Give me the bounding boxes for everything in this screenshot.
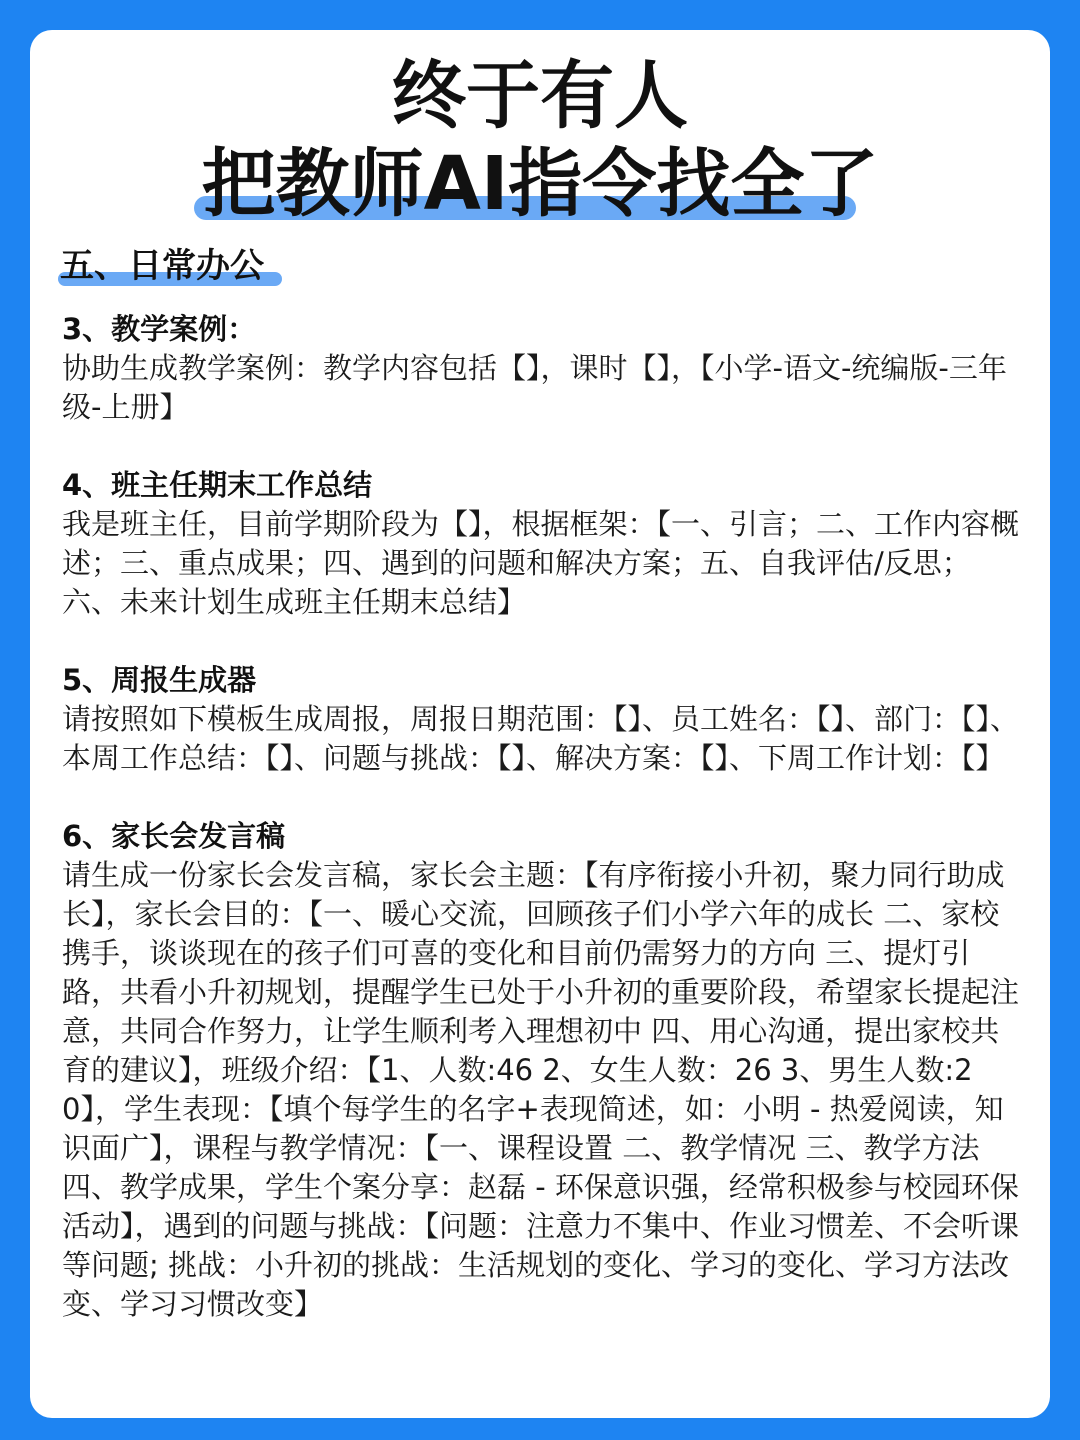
section-heading <box>60 244 264 288</box>
page-title-line-2 <box>202 142 879 226</box>
prompt-item-term-summary <box>62 466 1028 622</box>
prompt-list <box>62 310 1028 1363</box>
section-heading-text: 五、日常办公 <box>60 246 264 286</box>
prompt-item-title: 3、教学案例： <box>62 312 257 346</box>
prompt-item-teaching-case <box>62 310 1028 427</box>
prompt-item-body: 请按照如下模板生成周报，周报日期范围：【】、员工姓名：【】、部门：【】、本周工作总结：【】、问题与挑战：【】、解决方案：【】、下周工作计划：【】 <box>62 702 1020 775</box>
prompt-item-title: 5、周报生成器 <box>62 663 257 697</box>
page-title-line-1: 终于有人 <box>392 53 688 139</box>
prompt-item-body: 协助生成教学案例：教学内容包括【】，课时【】，【小学-语文-统编版-三年级-上册】 <box>62 351 1007 424</box>
page-title-line-2-wrapper <box>30 142 1050 226</box>
prompt-item-body: 请生成一份家长会发言稿，家长会主题：【有序衔接小升初，聚力同行助成长】，家长会目的：【一、暖心交流，回顾孩子们小学六年的成长 二、家校携手，谈谈现在的孩子们可喜的变化和目前仍需努力的方向 三、提灯引路，共看小升初规划，提醒学生已处于小升初的重要阶段，希望家长提起注意，共同合作努力，让学生顺利考入理想初中 四、用心沟通，提出家校共育的建议】，班级介绍：【1、人数:46 2、女生人数：26 3、男生人数:20】，学生表现：【填个每学生的名字+表现简述，如：小明 - 热爱阅读，知识面广】，课程与教学情况：【一、课程设置 二、教学情况 三、教学方法 四、教学成果，学生个案分享：赵磊 - 环保意识强，经常积极参与校园环保活动】，遇到的问题与挑战：【问题：注意力不集中、作业习惯差、不会听课等问题; 挑战：小升初的挑战：生活规划的变化、学习的变化、学习方法改变、学习习惯改变】 <box>62 858 1020 1321</box>
prompt-item-body: 我是班主任，目前学期阶段为【】，根据框架：【一、引言；二、工作内容概述；三、重点成果；四、遇到的问题和解决方案；五、自我评估/反思；六、未来计划生成班主任期末总结】 <box>62 507 1020 619</box>
prompt-item-parent-meeting-speech <box>62 817 1028 1324</box>
page-title-line-2-text: 把教师AI指令找全了 <box>201 141 879 227</box>
prompt-item-weekly-report <box>62 661 1028 778</box>
content-card <box>30 30 1050 1418</box>
prompt-item-title: 4、班主任期末工作总结 <box>62 468 373 502</box>
prompt-item-title: 6、家长会发言稿 <box>62 819 286 853</box>
